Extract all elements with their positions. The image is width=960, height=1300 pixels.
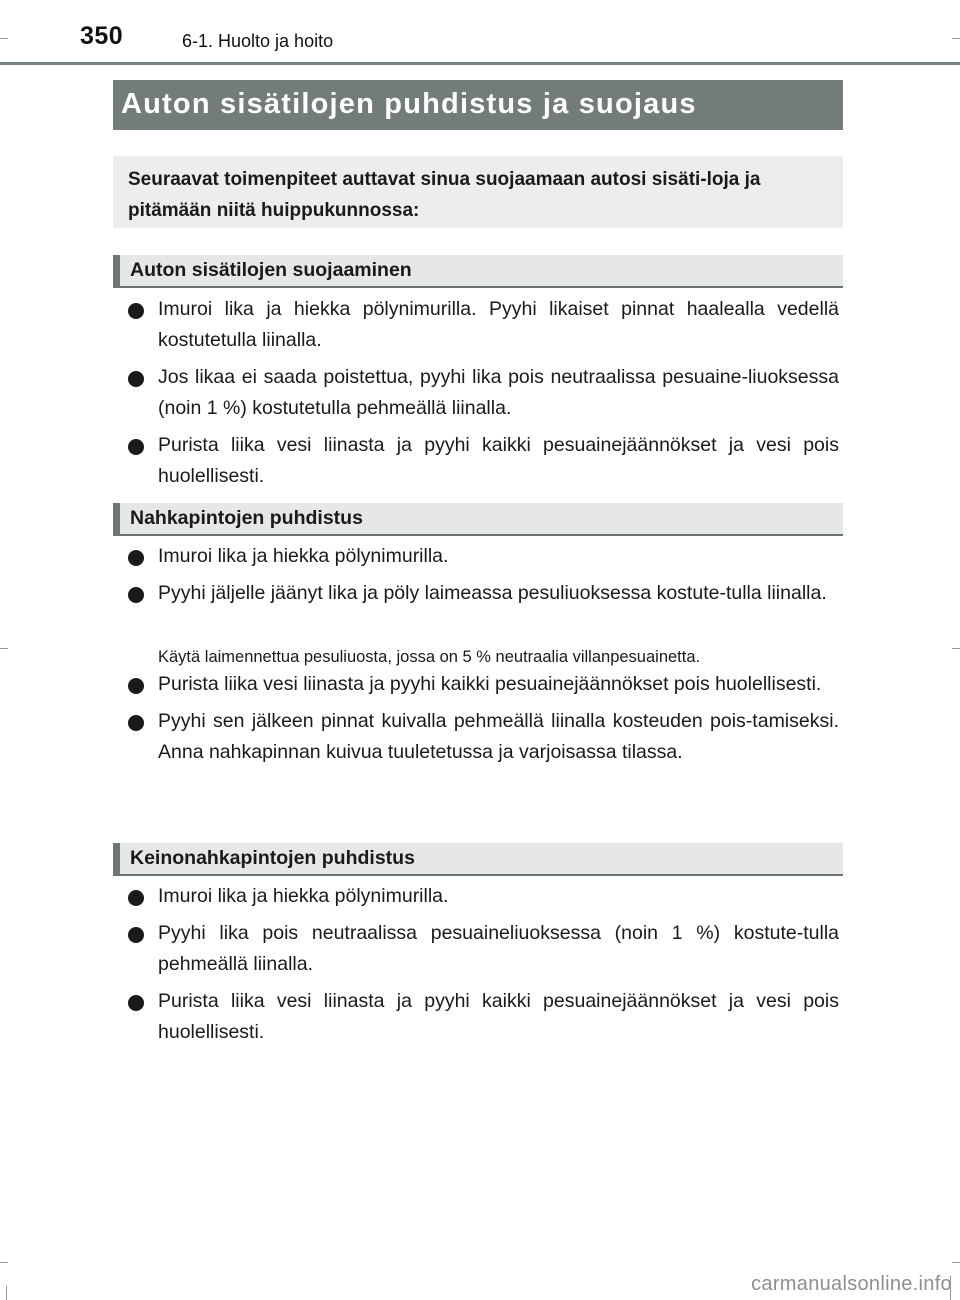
list-item: [127, 294, 839, 356]
subheading-title: Keinonahkapintojen puhdistus: [130, 847, 415, 869]
crop-mark: [0, 648, 8, 649]
subheading-title: Auton sisätilojen suojaaminen: [130, 259, 412, 281]
list-item: [127, 986, 839, 1048]
watermark: carmanualsonline.info: [751, 1273, 952, 1295]
list-item-text: Pyyhi sen jälkeen pinnat kuivalla pehmeällä liinalla kosteuden pois-tamiseksi. Anna nahkapinnan kuivua tuuletetussa ja varjoisassa tilassa.: [158, 710, 839, 763]
page-header: [0, 0, 960, 66]
bullet-icon: [128, 303, 144, 319]
header-rule: [0, 62, 960, 65]
subheading-title: Nahkapintojen puhdistus: [130, 507, 363, 529]
list-item-text: Jos likaa ei saada poistettua, pyyhi lika pois neutraalissa pesuaine-liuoksessa (noin 1 %) kostutetulla pehmeällä liinalla.: [158, 366, 839, 419]
subheading-synthetic-leather-cleaning: [113, 843, 843, 876]
intro-box: [113, 156, 843, 228]
bullet-icon: [128, 995, 144, 1011]
crop-mark: [952, 1262, 960, 1263]
crop-mark: [952, 648, 960, 649]
title-bar: [113, 80, 843, 130]
subheading-bar: [113, 255, 120, 286]
list-item: [127, 669, 839, 700]
crop-mark: [0, 1262, 8, 1263]
list-item: [127, 578, 839, 609]
bullet-icon: [128, 550, 144, 566]
list-item: [127, 918, 839, 980]
page-number: 350: [80, 22, 124, 50]
bullet-icon: [128, 587, 144, 603]
list-item: [127, 706, 839, 768]
bullet-icon: [128, 715, 144, 731]
list-item-text: Purista liika vesi liinasta ja pyyhi kaikki pesuainejäännökset ja vesi pois huolellisesti.: [158, 990, 839, 1043]
subheading-interior-protection: [113, 255, 843, 288]
bullet-icon: [128, 439, 144, 455]
page-title: Auton sisätilojen puhdistus ja suojaus: [121, 88, 697, 120]
list-leather-cleaning-continued: [127, 669, 839, 774]
crop-mark: [6, 1286, 7, 1300]
list-item: [127, 430, 839, 492]
list-item-text: Pyyhi jäljelle jäänyt lika ja pöly laimeassa pesuliuoksessa kostute-tulla liinalla.: [158, 582, 827, 604]
bullet-icon: [128, 371, 144, 387]
intro-text: Seuraavat toimenpiteet auttavat sinua suojaamaan autosi sisäti-loja ja pitämään niitä huippukunnossa:: [128, 169, 761, 221]
list-item: [127, 362, 839, 424]
list-item: [127, 881, 839, 912]
bullet-icon: [128, 890, 144, 906]
list-interior-protection: [127, 294, 839, 498]
list-item-text: Imuroi lika ja hiekka pölynimurilla.: [158, 545, 449, 567]
bullet-icon: [128, 678, 144, 694]
list-synthetic-leather-cleaning: [127, 881, 839, 1054]
subheading-leather-cleaning: [113, 503, 843, 536]
subheading-bar: [113, 843, 120, 874]
list-item-text: Pyyhi lika pois neutraalissa pesuaineliuoksessa (noin 1 %) kostute-tulla pehmeällä liinalla.: [158, 922, 839, 975]
section-reference: 6-1. Huolto ja hoito: [182, 31, 334, 51]
list-leather-cleaning: [127, 541, 839, 615]
note-text: Käytä laimennettua pesuliuosta, jossa on 5 % neutraalia villanpesuainetta.: [158, 648, 701, 666]
list-item-text: Imuroi lika ja hiekka pölynimurilla. Pyyhi likaiset pinnat haalealla vedellä kostutetulla liinalla.: [158, 298, 839, 351]
list-item: [127, 541, 839, 572]
bullet-icon: [128, 927, 144, 943]
list-item-text: Purista liika vesi liinasta ja pyyhi kaikki pesuainejäännökset pois huolellisesti.: [158, 673, 822, 695]
list-item-text: Imuroi lika ja hiekka pölynimurilla.: [158, 885, 449, 907]
list-item-text: Purista liika vesi liinasta ja pyyhi kaikki pesuainejäännökset ja vesi pois huolellisesti.: [158, 434, 839, 487]
subheading-bar: [113, 503, 120, 534]
